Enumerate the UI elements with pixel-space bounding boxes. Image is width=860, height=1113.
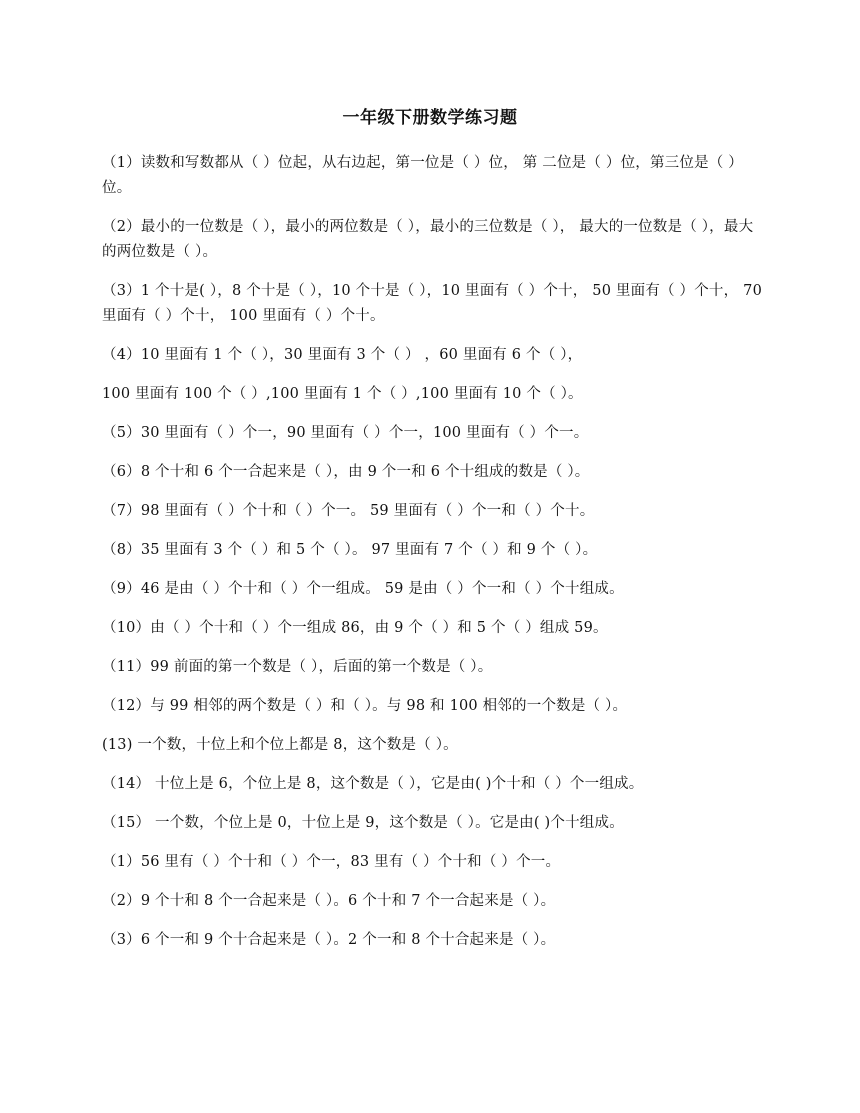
question-1: （1）读数和写数都从（ ）位起，从右边起，第一位是（ ）位， 第 二位是（ ）位，第三位是（ ）位。 <box>102 155 743 196</box>
question-7: （7）98 里面有（ ）个十和（ ）个一。 59 里面有（ ）个一和（ ）个十。 <box>102 503 595 519</box>
extra-question-3: （3）6 个一和 9 个十合起来是（ ）。2 个一和 8 个十合起来是（ ）。 <box>102 932 556 948</box>
question-15: （15） 一个数，个位上是 0，十位上是 9，这个数是（ ）。它是由( )个十组成。 <box>102 815 624 831</box>
question-10: （10）由（ ）个十和（ ）个一组成 86，由 9 个（ ）和 5 个（ ）组成 59。 <box>102 620 608 636</box>
question-11: （11）99 前面的第一个数是（ ），后面的第一个数是（ ）。 <box>102 659 493 675</box>
question-2: （2）最小的一位数是（ ），最小的两位数是（ ），最小的三位数是（ ）， 最大的一位数是（ ），最大的两位数是（ ）。 <box>102 219 754 260</box>
extra-question-1: （1）56 里有（ ）个十和（ ）个一，83 里有（ ）个十和（ ）个一。 <box>102 854 561 870</box>
question-6: （6）8 个十和 6 个一合起来是（ ），由 9 个一和 6 个十组成的数是（ ）。 <box>102 464 590 480</box>
extra-question-2: （2）9 个十和 8 个一合起来是（ ）。6 个十和 7 个一合起来是（ ）。 <box>102 893 556 909</box>
page-title: 一年级下册数学练习题 <box>342 108 518 128</box>
question-3: （3）1 个十是( ），8 个十是（ ），10 个十是（ ），10 里面有（ ）个十， 50 里面有（ ）个十， 70 里面有（ ）个十， 100 里面有（ ）个十。 <box>102 283 762 324</box>
question-9: （9）46 是由（ ）个十和（ ）个一组成。 59 是由（ ）个一和（ ）个十组成。 <box>102 581 624 597</box>
question-12: （12）与 99 相邻的两个数是（ ）和（ ）。与 98 和 100 相邻的一个数是（ ）。 <box>102 698 628 714</box>
question-13: (13) 一个数，十位上和个位上都是 8，这个数是（ ）。 <box>102 737 458 753</box>
question-5: （5）30 里面有（ ）个一，90 里面有（ ）个一，100 里面有（ ）个一。 <box>102 425 589 441</box>
question-4-line-1: （4）10 里面有 1 个（ ），30 里面有 3 个（ ） ，60 里面有 6 个（ ）， <box>102 347 583 363</box>
question-8: （8）35 里面有 3 个（ ）和 5 个（ ）。 97 里面有 7 个（ ）和 9 个（ ）。 <box>102 542 598 558</box>
question-list <box>102 151 764 967</box>
question-4-line-2: 100 里面有 100 个（ ）,100 里面有 1 个（ ）,100 里面有 10 个（ ）。 <box>102 386 583 402</box>
question-14: （14） 十位上是 6，个位上是 8，这个数是（ ），它是由( )个十和（ ）个一组成。 <box>102 776 644 792</box>
